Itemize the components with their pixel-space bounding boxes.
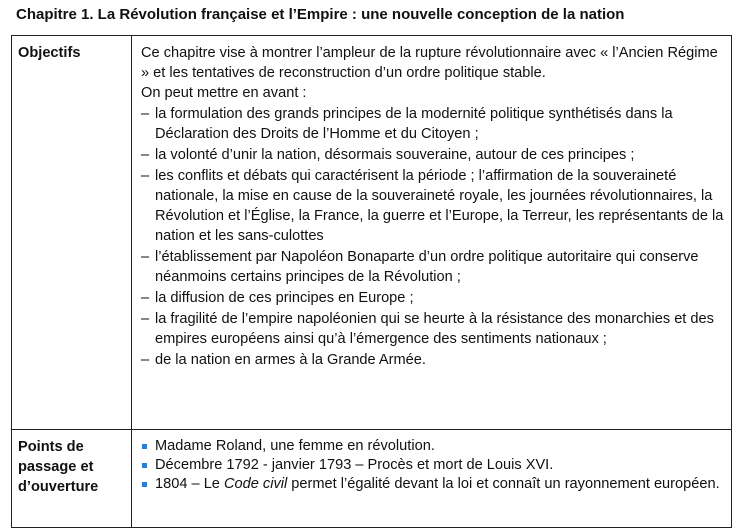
dash-marker: – (141, 147, 150, 163)
square-bullet-icon (142, 444, 147, 449)
dash-marker: – (141, 290, 150, 306)
square-bullet-icon (142, 482, 147, 487)
objectifs-intro: Ce chapitre vise à montrer l’ampleur de la rupture révolutionnaire avec « l’Ancien Régime » et les tentatives de reconstruction d’un ordre politique stable. (141, 45, 718, 81)
objectifs-content (132, 36, 732, 430)
list-item (141, 350, 725, 370)
list-item-text: la volonté d’unir la nation, désormais souveraine, autour de ces principes ; (155, 147, 635, 163)
list-item-text: de la nation en armes à la Grande Armée. (155, 352, 426, 368)
list-item-suffix: permet l’égalité devant la loi et connaît un rayonnement européen. (287, 476, 720, 492)
list-item (141, 475, 725, 494)
objectifs-row (12, 36, 732, 430)
list-item (141, 247, 725, 287)
list-item (141, 437, 725, 456)
list-item (141, 288, 725, 308)
list-item-text: Décembre 1792 - janvier 1793 – Procès et mort de Louis XVI. (155, 457, 554, 473)
square-bullet-icon (142, 463, 147, 468)
list-item (141, 456, 725, 475)
objectifs-label: Objectifs (12, 36, 132, 430)
points-label-text: Points de passage et d’ouverture (18, 439, 99, 495)
list-item (141, 104, 725, 144)
objectifs-list (141, 104, 725, 370)
points-row (12, 430, 732, 528)
points-label (12, 430, 132, 528)
code-civil-emphasis: Code civil (223, 476, 288, 492)
chapter-title: Chapitre 1. La Révolution française et l’Empire : une nouvelle conception de la nation (16, 6, 625, 23)
points-content (132, 430, 732, 528)
list-item-text: la diffusion de ces principes en Europe ; (155, 290, 414, 306)
dash-marker: – (141, 168, 150, 184)
list-item (141, 145, 725, 165)
list-item-text: les conflits et débats qui caractérisent la période ; l’affirmation de la souveraineté nationale, la mise en cause de la souveraineté royale, les journées révolutionnaires, la Révolution et l’Église, la France, la guerre et l’Europe, la Terreur, les représentants de la nation et les sans-culottes (155, 168, 724, 244)
dash-marker: – (141, 249, 150, 265)
dash-marker: – (141, 106, 150, 122)
list-item (141, 309, 725, 349)
list-item-prefix: 1804 – Le (155, 476, 224, 492)
points-list (141, 437, 725, 494)
dash-marker: – (141, 311, 150, 327)
program-table (11, 35, 732, 528)
list-item (141, 166, 725, 246)
objectifs-lead: On peut mettre en avant : (141, 85, 307, 101)
list-item-text: Madame Roland, une femme en révolution. (155, 438, 435, 454)
list-item-text: la formulation des grands principes de la modernité politique synthétisés dans la Déclaration des Droits de l’Homme et du Citoyen ; (155, 106, 673, 142)
list-item-text: l’établissement par Napoléon Bonaparte d’un ordre politique autoritaire qui conserve néanmoins certains principes de la Révolution ; (155, 249, 699, 285)
list-item-text: la fragilité de l’empire napoléonien qui se heurte à la résistance des monarchies et des empires européens ainsi qu’à l’émergence des sentiments nationaux ; (155, 311, 714, 347)
dash-marker: – (141, 352, 150, 368)
